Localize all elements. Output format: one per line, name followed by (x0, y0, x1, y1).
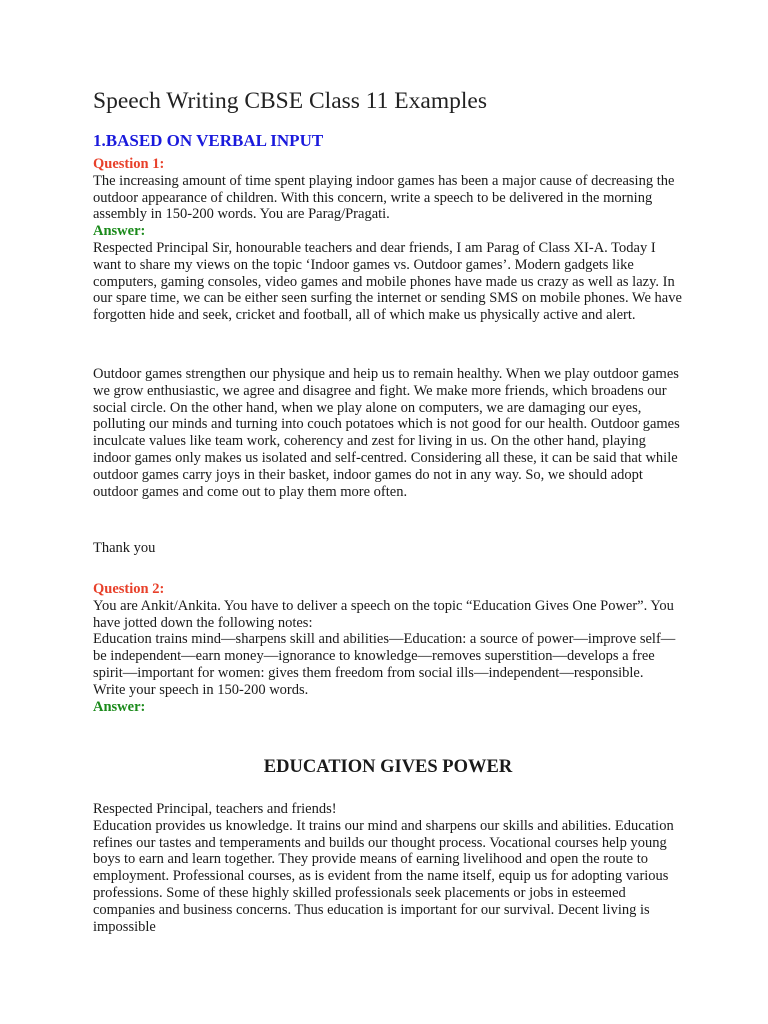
question-2-block (93, 581, 683, 715)
closing-block (93, 540, 683, 557)
question-2-intro: You are Ankit/Ankita. You have to deliver a speech on the topic “Education Gives One Power”. You have jotted down the following notes: (93, 597, 674, 631)
answer-1-paragraph-2: Outdoor games strengthen our physique and heip us to remain healthy. When we play outdoor games we grow enthusiastic, we agree and disagree and fight. We make more friends, which broadens our social circle. On the other hand, when we play alone on computers, we are damaging our eyes, polluting our minds and turning into couch potatoes which is not good for our health. Outdoor games inculcate values like team work, coherency and zest for living in us. On the other hand, playing indoor games only makes us isolated and self-centred. Considering all these, it can be said that while outdoor games carry joys in their basket, indoor games do not in any way. So, we should adopt outdoor games and come out to play them more often. (93, 366, 680, 500)
speech-body: Education provides us knowledge. It trains our mind and sharpens our skills and abilities. Education refines our tastes and temperaments and builds our thought process. Vocational courses help young boys to earn and learn together. They provide means of earning livelihood and open the route to employment. Professional courses, as is evident from the name itself, equip us for adopting various professions. Some of these highly skilled professionals seek placements or jobs in esteemed companies and business concerns. Thus education is important for our survival. Decent living is impossible (93, 817, 674, 935)
question-2-notes: Education trains mind—sharpens skill and abilities—Education: a source of power—improve self—be independent—earn money—ignorance to knowledge—removes superstition—develops a free spirit—important for women: gives them freedom from social ills—independent—responsible. (93, 631, 676, 681)
speech-greeting: Respected Principal, teachers and friends! (93, 801, 337, 817)
question-1-block (93, 156, 683, 324)
answer-1-paragraph-2-block (93, 366, 683, 500)
question-1-text: The increasing amount of time spent playing indoor games has been a major cause of decreasing the outdoor appearance of children. With this concern, write a speech to be delivered in the morning assembly in 150-200 words. You are Parag/Pragati. (93, 172, 675, 223)
question-2-label: Question 2: (93, 581, 165, 597)
section-heading: 1.BASED ON VERBAL INPUT (93, 131, 324, 150)
answer-1-closing: Thank you (93, 540, 156, 556)
question-1-label: Question 1: (93, 156, 165, 172)
speech-title: EDUCATION GIVES POWER (263, 757, 513, 777)
question-2-instruction: Write your speech in 150-200 words. (93, 681, 309, 698)
answer-1-label: Answer: (93, 223, 146, 240)
answer-1-paragraph-1: Respected Principal Sir, honourable teachers and dear friends, I am Parag of Class XI-A. Today I want to share my views on the topic ‘Indoor games vs. Outdoor games’. Modern gadgets like computers, gaming consoles, video games and mobile phones have made us crazy as well as lazy. In our spare time, we can be either seen surfing the internet or sending SMS on mobile phones. We have forgotten hide and seek, cricket and football, all of which make us physically active and alert. (93, 239, 682, 324)
page-title: Speech Writing CBSE Class 11 Examples (93, 88, 487, 114)
answer-2-label: Answer: (93, 698, 146, 715)
speech-body-block (93, 801, 683, 935)
document-page (93, 84, 683, 935)
